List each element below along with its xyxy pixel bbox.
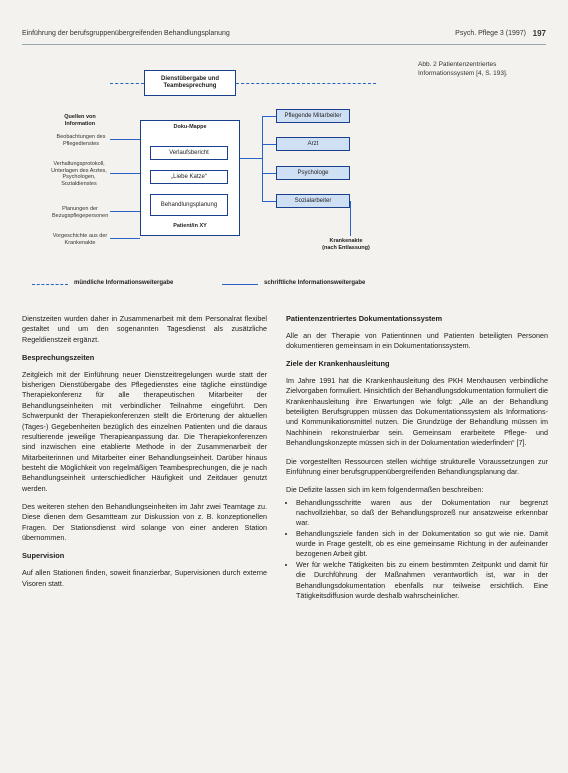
doku-mappe-label: Doku-Mappe (173, 124, 207, 130)
deficit-list (286, 498, 548, 602)
branch-1 (262, 116, 276, 117)
header-rule (22, 44, 546, 45)
written-link-3 (110, 211, 140, 212)
right-paragraph-3: Die vorgestellten Ressourcen stellen wichtige strukturelle Voraussetzungen zur Einführung einer berufsgruppenübergreifenden Behandlungsplanung dar. (286, 456, 548, 476)
doku-to-recipients (240, 158, 262, 159)
source-2: Verhaltungsprotokoll, Unterlagen des Arztes, Psychologen, Sozialdienstes (51, 161, 107, 187)
recipient-psychologe: Psychologe (276, 166, 350, 180)
written-link-2 (110, 173, 140, 174)
heading-dokumentationssystem: Patientenzentriertes Dokumentationssystem (286, 314, 443, 323)
right-paragraph-1: Alle an der Therapie von Patientinnen und Patienten beteiligten Personen dokumentieren gemeinsam in ein Dokumentationssystem. (286, 330, 548, 351)
branch-2 (262, 144, 276, 145)
written-link-4 (110, 238, 140, 239)
recipient-sozialarbeiter: Sozialarbeiter (276, 194, 350, 208)
source-1: Beobachtungen des Pflegedienstes (56, 134, 106, 147)
legend-oral-line (32, 284, 68, 285)
left-paragraph-3: Des weiteren stehen den Behandlungseinheiten im Jahr zwei Teamtage zu. Diese dienen dem Gesamtteam zur Diskussion von z. B. konzeptionellen Fragen. Der Stationsdienst wird solange von einer anderen Station übernommen. (22, 502, 267, 543)
legend-oral: mündliche Informationsweitergabe (74, 280, 174, 286)
figure-information-system (22, 58, 412, 295)
right-paragraph-2: Im Jahre 1991 hat die Krankenhausleitung des PKH Merxhausen verbindliche Zielvorgaben formuliert. Hinsichtlich der Behandlungsdokumentation formuliert die Krankenhausleitung ihre Erwartungen wie folgt: „Alle an der Behandlung beteiligten Berufsgruppen müssen das Dokumentationssystem als Informations- und Kommunikationsmittel nutzen. Die Grundzüge der Behandlung müssen im Nachhinein rekonstruierbar sein. Gemeinsam erarbeitete Pflege- und Behandlungskonzepte müssen sich in der Dokumentation wiederfinden“ [7]. (286, 376, 548, 448)
to-krankenakte (350, 201, 351, 236)
left-paragraph-1: Dienstzeiten wurden daher in Zusammenarbeit mit dem Personalrat flexibel gestaltet und um den sogenannten Tagesdienst als zusätzliche Regeldienstzeit ergänzt. (22, 314, 267, 344)
item-liebe-katze: „Liebe Katze“ (150, 170, 228, 184)
item-behandlungsplanung: Behandlungsplanung (150, 194, 228, 216)
figure-caption: Abb. 2 Patientenzentriertes Informationssystem [4, S. 193]. (418, 61, 508, 78)
left-column (22, 314, 267, 597)
krankenakte-label: Krankenakte (nach Entlassung) (322, 238, 370, 251)
right-paragraph-4: Die Defizite lassen sich im kern folgendermaßen beschreiben: (286, 485, 484, 495)
deficit-item: • Behandlungsschritte waren aus der Dokumentation nur begrenzt nachvollziehbar, so daß der Behandlungsprozeß nur ansatzweise erkennbar war. (296, 498, 548, 529)
running-header (22, 30, 546, 44)
heading-ziele: Ziele der Krankenhausleitung (286, 359, 390, 369)
right-column (286, 314, 548, 601)
recipient-bus (262, 116, 263, 202)
legend-written: schriftliche Informationsweitergabe (264, 280, 366, 286)
left-paragraph-2: Zeitgleich mit der Einführung neuer Dienstzeitregelungen wurde statt der bisherigen Dienstübergabe des Pflegedienstes eine tägliche einstündige Therapiekonferenz für alle therapeutischen Mitarbeiter der Behandlungseinheiten mit verbindlicher Teilnahme eingeführt. Den Schwerpunkt der Therapiekonferenzen stellt die Erörterung der aktuellen (Tages-) Gegebenheiten bezüglich des einzelnen Patienten und die daraus resultierende jeweilige Therapieanpassung dar. Die Therapiekonferenzen sind inzwischen eine etablierte Methode in der Zusammenarbeit der Mitarbeiterinnen und Mitarbeiter einer Behandlungseinheit. Darüber hinaus besteht die Möglichkeit von regelmäßigen Teambesprechungen, die je nach Behandlungseinheit unterschiedlicher Häufigkeit und Zeitdauer genutzt werden. (22, 369, 267, 493)
recipient-pflegende: Pflegende Mitarbeiter (276, 109, 350, 123)
recipient-arzt: Arzt (276, 137, 350, 151)
header-journal: Psych. Pflege 3 (1997) (455, 30, 526, 37)
sources-title: Quellen von Information (64, 114, 96, 127)
patient-label: Patient/in XY (173, 223, 207, 229)
page-number: 197 (532, 29, 546, 38)
source-3: Planungen der Bezugspflegepersonen (52, 206, 109, 219)
source-4: Vorgeschichte aus der Krankenakte (52, 233, 108, 246)
written-link-1 (110, 139, 140, 140)
item-verlaufsbericht: Verlaufsbericht (150, 146, 228, 160)
branch-3 (262, 173, 276, 174)
heading-besprechungszeiten: Besprechungszeiten (22, 353, 95, 363)
branch-4 (262, 201, 276, 202)
deficit-item: • Wer für welche Tätigkeiten bis zu einem bestimmten Zeitpunkt und damit für die Durchführung der Maßnahmen verantwortlich ist, war in der Behandlungsdokumentation ebenfalls nur teilweise ersichtlich. Eine Tätigkeitsdiffusion wurde deshalb wahrscheinlicher. (296, 560, 548, 601)
legend-written-line (222, 284, 258, 285)
heading-supervision: Supervision (22, 551, 65, 561)
left-paragraph-4: Auf allen Stationen finden, soweit finanzierbar, Supervisionen durch externe Visoren statt. (22, 568, 267, 588)
oral-link-right (236, 83, 376, 84)
oral-link-left (110, 83, 144, 84)
header-title: Einführung der berufsgruppenübergreifenden Behandlungsplanung (22, 30, 230, 37)
top-box: Dienstübergabe und Teambesprechung (144, 70, 236, 96)
deficit-item: • Behandlungsziele fanden sich in der Dokumentation so gut wie nie. Damit wurde in Frage gestellt, ob es eine gemeinsame Richtung in der aufeinander bezogenen Arbeit gibt. (296, 529, 548, 560)
